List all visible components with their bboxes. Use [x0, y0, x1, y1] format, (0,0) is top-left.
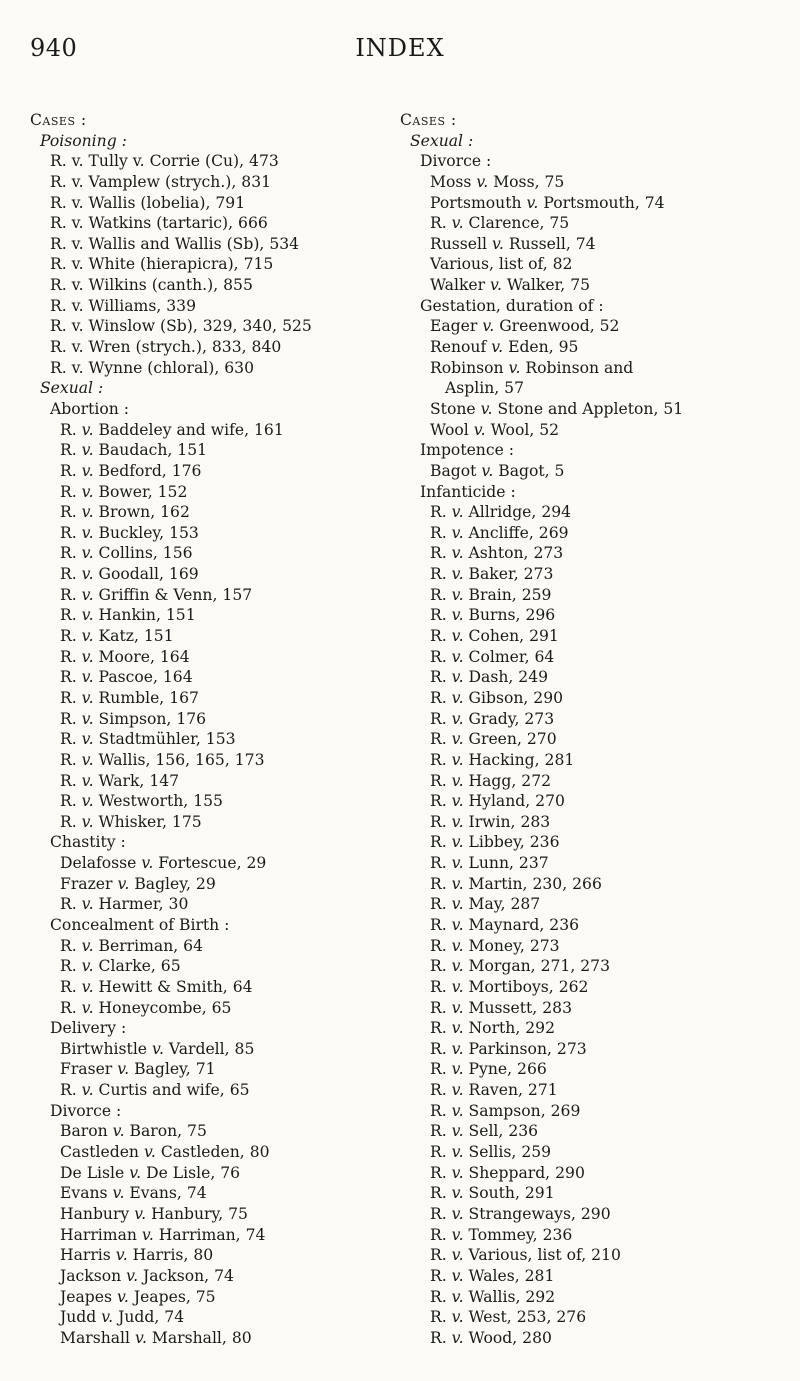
index-topic: R. v. Watkins (tartaric), 666: [50, 214, 268, 233]
index-entry: R. v. Moore, 164: [60, 647, 190, 666]
index-column-right: [400, 110, 683, 1348]
index-entry: R. v. Wallis, 292: [430, 1287, 556, 1306]
index-topic: Divorce :: [420, 152, 492, 171]
index-entry: Frazer v. Bagley, 29: [60, 874, 216, 893]
index-entry: Hanbury v. Hanbury, 75: [60, 1204, 248, 1223]
index-entry: Marshall v. Marshall, 80: [60, 1328, 252, 1347]
index-entry: R. v. Martin, 230, 266: [430, 874, 602, 893]
index-entry: R. v. Rumble, 167: [60, 688, 199, 707]
index-entry: R. v. Parkinson, 273: [430, 1039, 587, 1058]
index-entry: Wool v. Wool, 52: [430, 420, 560, 439]
index-entry: R. v. Honeycombe, 65: [60, 998, 232, 1017]
index-entry: Delafosse v. Fortescue, 29: [60, 854, 267, 873]
index-topic: Infanticide :: [420, 482, 516, 501]
index-entry: R. v. Wales, 281: [430, 1266, 555, 1285]
index-entry: R. v. Grady, 273: [430, 709, 555, 728]
index-entry: Baron v. Baron, 75: [60, 1122, 207, 1141]
index-entry: R. v. Gibson, 290: [430, 688, 564, 707]
index-entry: R. v. Dash, 249: [430, 668, 549, 687]
index-entry: R. v. Mussett, 283: [430, 998, 572, 1017]
index-entry: Walker v. Walker, 75: [430, 276, 591, 295]
index-entry: Judd v. Judd, 74: [60, 1308, 185, 1327]
index-heading: Cases :: [400, 111, 457, 129]
index-topic: R. v. Wilkins (canth.), 855: [50, 276, 253, 295]
index-entry: R. v. Mortiboys, 262: [430, 977, 589, 996]
index-subheading: Poisoning :: [40, 131, 127, 150]
index-entry: R. v. Raven, 271: [430, 1081, 558, 1100]
index-entry: R. v. Sheppard, 290: [430, 1163, 585, 1182]
index-entry: R. v. Wood, 280: [430, 1328, 552, 1347]
index-topic: Gestation, duration of :: [420, 296, 604, 315]
index-entry: R. v. Irwin, 283: [430, 812, 551, 831]
index-entry: Harris v. Harris, 80: [60, 1246, 214, 1265]
index-topic: R. v. Vamplew (strych.), 831: [50, 172, 272, 191]
page-number: 940: [30, 34, 78, 62]
index-topic: Impotence :: [420, 441, 515, 460]
index-entry: R. v. Ancliffe, 269: [430, 523, 569, 542]
index-entry: R. v. Tommey, 236: [430, 1225, 573, 1244]
index-entry: R. v. Westworth, 155: [60, 792, 223, 811]
index-topic: R. v. Wynne (chloral), 630: [50, 358, 255, 377]
index-entry: R. v. Curtis and wife, 65: [60, 1081, 250, 1100]
index-subheading: Sexual :: [410, 131, 474, 150]
index-entry: R. v. Clarke, 65: [60, 957, 181, 976]
index-topic: R. v. Winslow (Sb), 329, 340, 525: [50, 317, 312, 336]
index-entry: R. v. Money, 273: [430, 936, 560, 955]
index-entry: Fraser v. Bagley, 71: [60, 1060, 216, 1079]
index-entry: Robinson v. Robinson and: [430, 358, 634, 377]
index-entry: R. v. Clarence, 75: [430, 214, 570, 233]
index-entry: R. v. Hyland, 270: [430, 792, 565, 811]
index-entry: R. v. Pyne, 266: [430, 1060, 547, 1079]
page-header: [0, 34, 800, 74]
index-entry: R. v. Hewitt & Smith, 64: [60, 977, 253, 996]
index-topic: Delivery :: [50, 1019, 127, 1038]
index-entry: R. v. Various, list of, 210: [430, 1246, 621, 1265]
index-entry: Jeapes v. Jeapes, 75: [60, 1287, 216, 1306]
index-entry: R. v. Brain, 259: [430, 585, 552, 604]
index-topic: Divorce :: [50, 1101, 122, 1120]
index-entry: De Lisle v. De Lisle, 76: [60, 1163, 241, 1182]
index-entry: R. v. Sellis, 259: [430, 1143, 552, 1162]
index-topic: R. v. Williams, 339: [50, 296, 196, 315]
index-entry: R. v. Sampson, 269: [430, 1101, 581, 1120]
index-entry: R. v. North, 292: [430, 1019, 556, 1038]
index-entry: R. v. Goodall, 169: [60, 565, 199, 584]
index-entry: R. v. Allridge, 294: [430, 503, 572, 522]
index-entry: Castleden v. Castleden, 80: [60, 1143, 270, 1162]
index-entry: Renouf v. Eden, 95: [430, 338, 579, 357]
index-entry: R. v. Pascoe, 164: [60, 668, 193, 687]
index-entry: R. v. South, 291: [430, 1184, 555, 1203]
index-entry: Harriman v. Harriman, 74: [60, 1225, 266, 1244]
index-column-left: [30, 110, 312, 1348]
index-entry: Portsmouth v. Portsmouth, 74: [430, 193, 665, 212]
index-entry: Asplin, 57: [445, 379, 525, 398]
index-topic: Chastity :: [50, 833, 126, 852]
index-topic: Abortion :: [50, 399, 129, 418]
index-entry: Russell v. Russell, 74: [430, 234, 596, 253]
index-entry: Bagot v. Bagot, 5: [430, 461, 565, 480]
index-entry: R. v. Griffin & Venn, 157: [60, 585, 253, 604]
index-entry: Birtwhistle v. Vardell, 85: [60, 1039, 255, 1058]
index-entry: R. v. Hacking, 281: [430, 750, 575, 769]
index-topic: R. v. Wallis and Wallis (Sb), 534: [50, 234, 300, 253]
index-topic: Concealment of Birth :: [50, 915, 230, 934]
index-entry: R. v. Lunn, 237: [430, 854, 549, 873]
index-topic: R. v. Wren (strych.), 833, 840: [50, 338, 282, 357]
index-entry: Stone v. Stone and Appleton, 51: [430, 399, 684, 418]
index-entry: R. v. Stadtmühler, 153: [60, 730, 236, 749]
index-topic: R. v. Tully v. Corrie (Cu), 473: [50, 152, 279, 171]
index-entry: R. v. May, 287: [430, 895, 541, 914]
index-subheading: Sexual :: [40, 379, 104, 398]
index-entry: Moss v. Moss, 75: [430, 172, 565, 191]
index-entry: R. v. Bedford, 176: [60, 461, 202, 480]
index-entry: R. v. West, 253, 276: [430, 1308, 587, 1327]
index-entry: R. v. Berriman, 64: [60, 936, 204, 955]
index-entry: R. v. Bower, 152: [60, 482, 188, 501]
running-title: INDEX: [355, 34, 445, 62]
index-entry: R. v. Harmer, 30: [60, 895, 189, 914]
index-entry: R. v. Wark, 147: [60, 771, 180, 790]
index-entry: R. v. Katz, 151: [60, 627, 174, 646]
index-entry: R. v. Whisker, 175: [60, 812, 202, 831]
index-entry: R. v. Sell, 236: [430, 1122, 539, 1141]
index-entry: R. v. Baudach, 151: [60, 441, 208, 460]
index-topic: R. v. White (hierapicra), 715: [50, 255, 274, 274]
index-entry: R. v. Baker, 273: [430, 565, 554, 584]
index-entry: R. v. Libbey, 236: [430, 833, 560, 852]
index-topic: R. v. Wallis (lobelia), 791: [50, 193, 246, 212]
index-entry: R. v. Burns, 296: [430, 606, 556, 625]
index-entry: R. v. Baddeley and wife, 161: [60, 420, 284, 439]
index-heading: Cases :: [30, 111, 87, 129]
index-entry: R. v. Cohen, 291: [430, 627, 559, 646]
index-entry: R. v. Green, 270: [430, 730, 557, 749]
index-entry: Various, list of, 82: [430, 255, 573, 274]
index-entry: R. v. Simpson, 176: [60, 709, 207, 728]
index-entry: R. v. Hankin, 151: [60, 606, 196, 625]
index-entry: R. v. Buckley, 153: [60, 523, 199, 542]
index-entry: R. v. Strangeways, 290: [430, 1204, 611, 1223]
index-entry: R. v. Brown, 162: [60, 503, 190, 522]
index-entry: R. v. Ashton, 273: [430, 544, 564, 563]
index-entry: Evans v. Evans, 74: [60, 1184, 207, 1203]
index-entry: R. v. Hagg, 272: [430, 771, 552, 790]
index-entry: R. v. Morgan, 271, 273: [430, 957, 611, 976]
index-entry: R. v. Maynard, 236: [430, 915, 580, 934]
index-entry: R. v. Colmer, 64: [430, 647, 555, 666]
index-entry: Jackson v. Jackson, 74: [60, 1266, 234, 1285]
index-entry: R. v. Collins, 156: [60, 544, 193, 563]
index-entry: R. v. Wallis, 156, 165, 173: [60, 750, 265, 769]
index-entry: Eager v. Greenwood, 52: [430, 317, 620, 336]
